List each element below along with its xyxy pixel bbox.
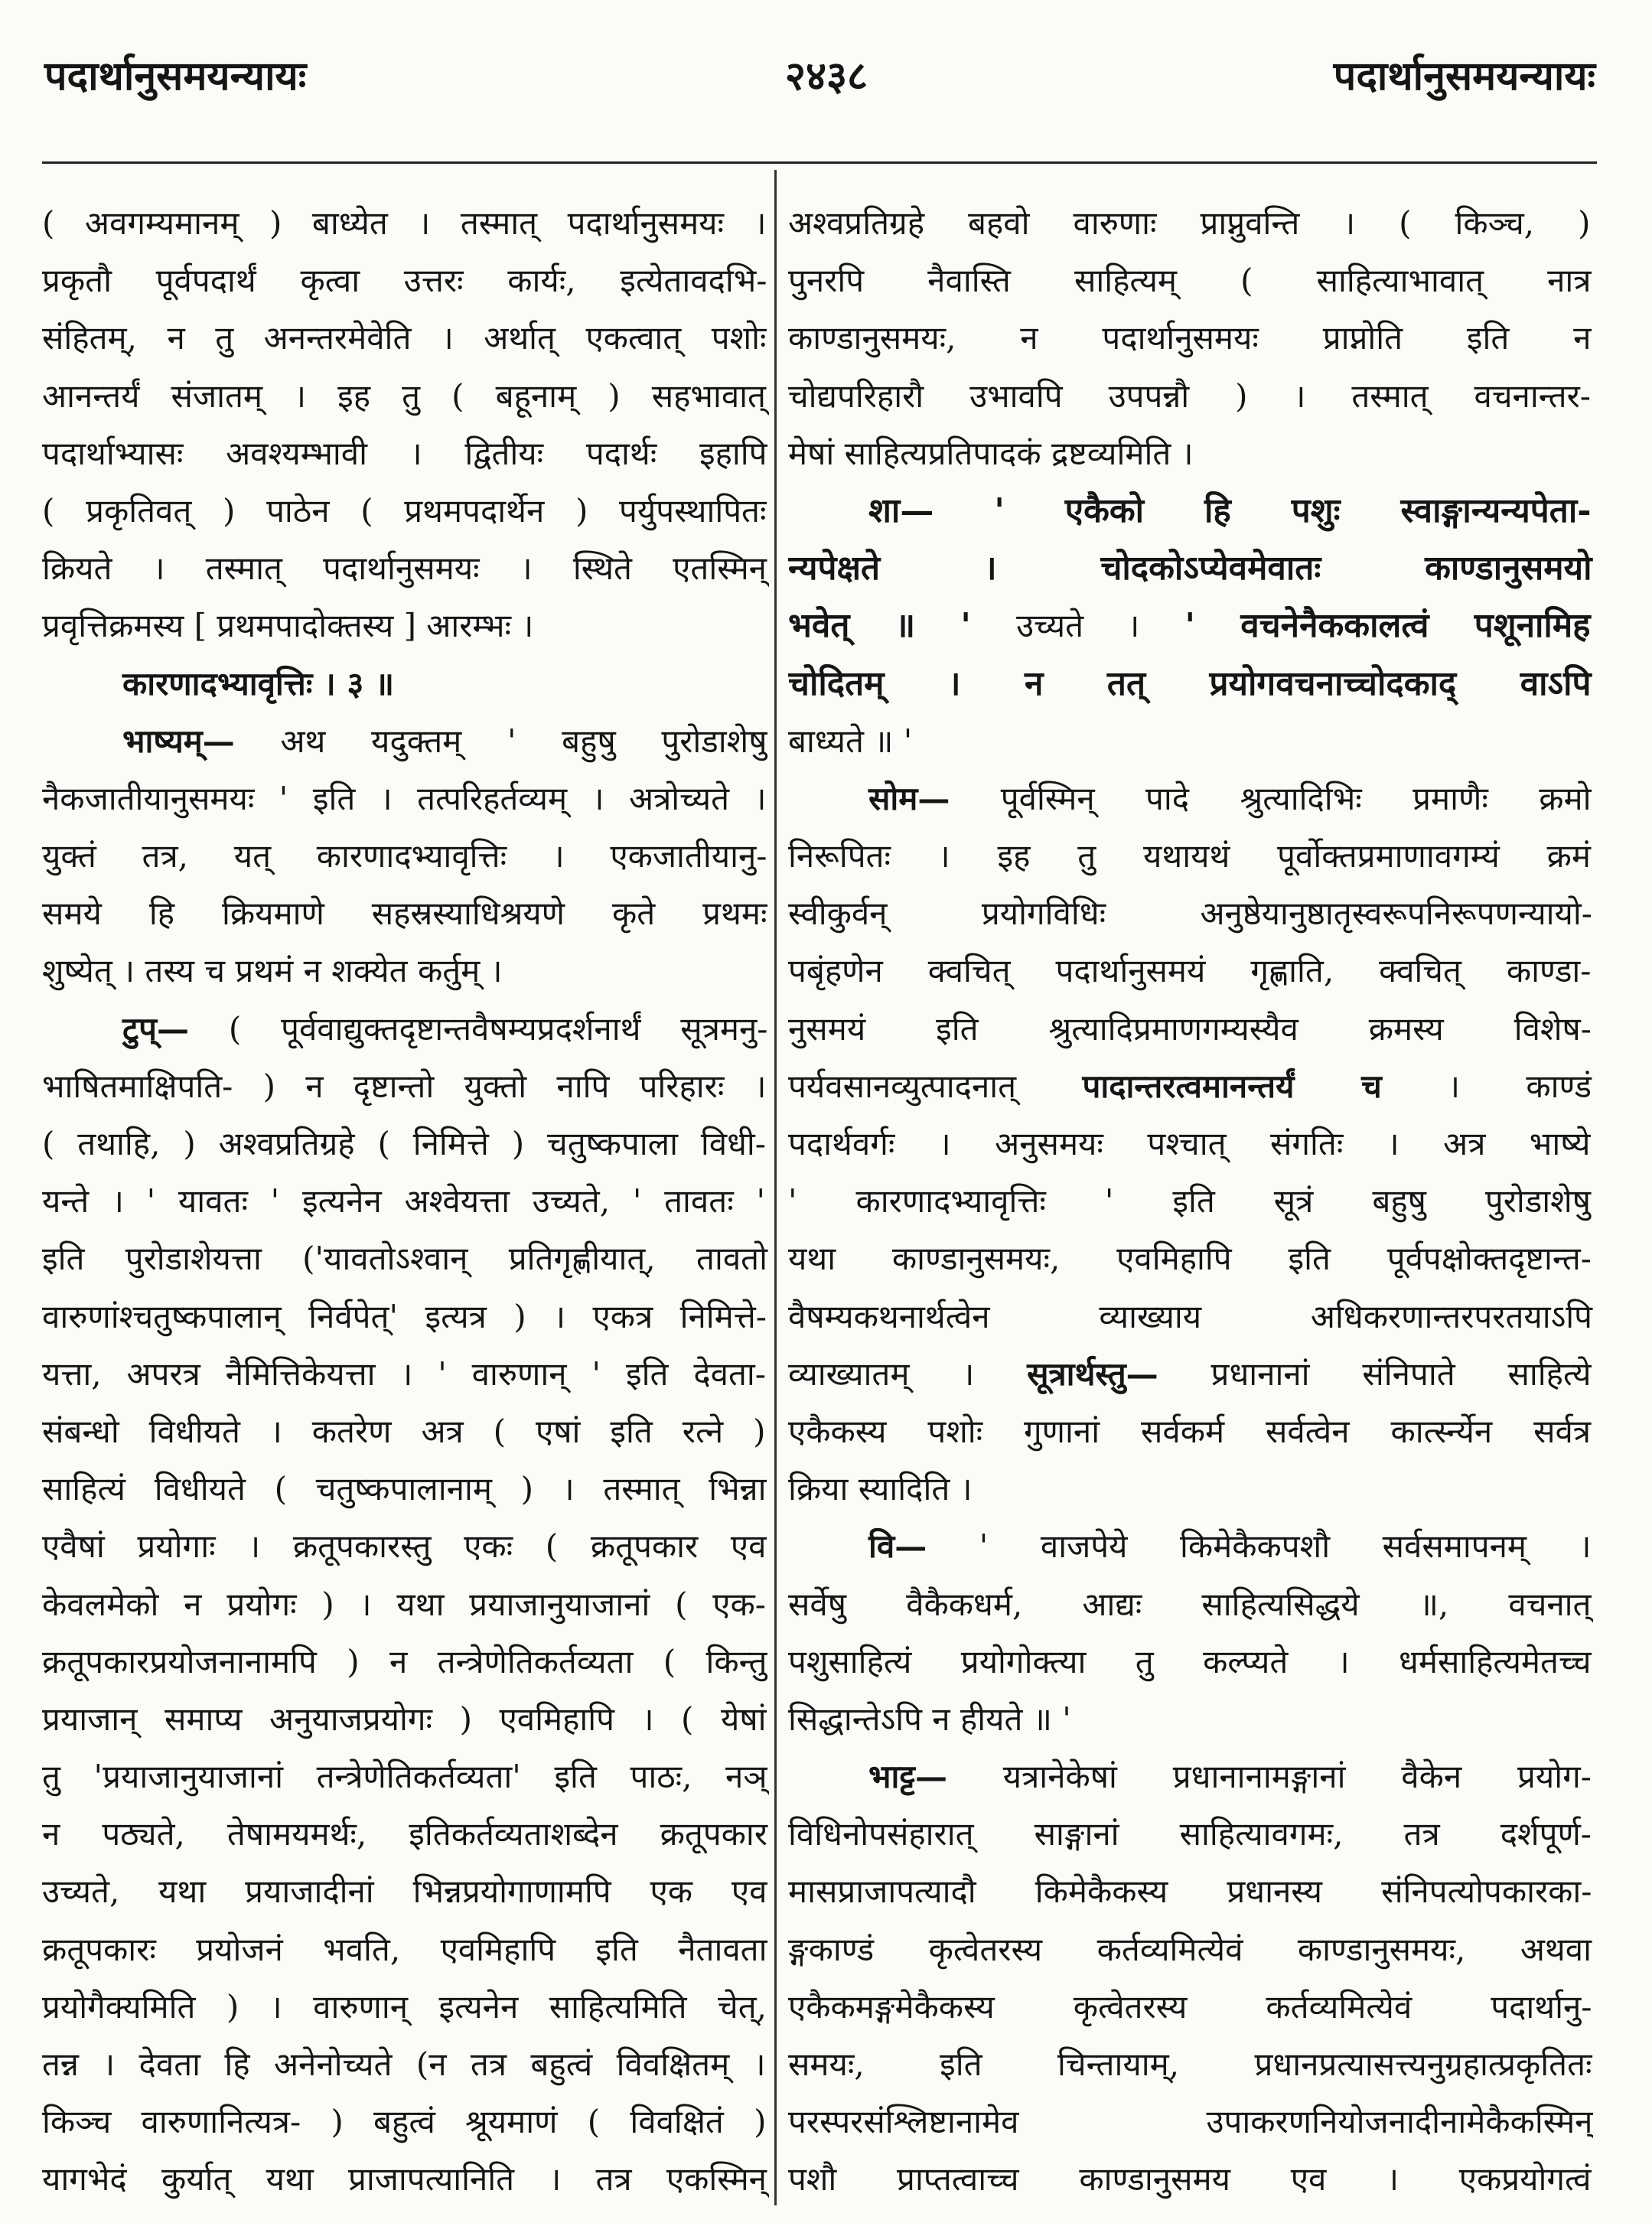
line-text: आनन्तर्यं संजातम् । इह तु ( बहूनाम् ) सहभावात् [42,376,766,415]
text-line [42,942,769,999]
emphasized-text: सूत्रार्थस्तु— [1027,1354,1158,1393]
line-text: समये हि क्रियमाणे सहस्रस्याधिश्रयणे कृते प्रथमः [42,895,767,933]
line-text: पदार्थाभ्यासः अवश्यम्भावी । द्वितीयः पदार्थः इहापि [42,434,767,472]
verse-text: न्यपेक्षते । चोदकोऽप्येवमेवातः काण्डानुसमयो [788,549,1592,588]
commentary-label: शा— [868,491,934,530]
line-text: युक्तं तत्र, यत् कारणादभ्यावृत्तिः । एकजातीयानु- [42,837,767,875]
text-line [42,539,769,597]
text-line [788,1690,1593,1748]
running-head-right: पदार्थानुसमयन्यायः [1333,53,1595,99]
text-line [788,1403,1593,1460]
line-text: यथा काण्डानुसमयः, एवमिहापि इति पूर्वपक्षोक्तदृष्टान्त- [788,1240,1592,1278]
text-line [788,597,1593,654]
text-line [788,885,1593,942]
header-rule [42,161,1597,164]
text-line [42,2150,769,2208]
commentary-label: टुप्— [122,1009,190,1048]
text-line [788,942,1593,999]
text-line [788,309,1593,367]
text-line [788,425,1593,482]
text-line [42,597,769,654]
line-text: विधिनोपसंहारात् साङ्गानां साहित्यावगमः, तत्र दर्शपूर्ण- [788,1815,1592,1853]
text-line [42,1517,769,1575]
line-text: ङ्गकाण्डं कृत्वेतरस्य कर्तव्यमित्येवं काण्डानुसमयः, अथवा [788,1930,1592,1968]
line-text: सर्वेषु वैकैकधर्म, आद्यः साहित्यसिद्धये ॥, वचनात् [788,1585,1592,1623]
text-line [42,1115,769,1172]
commentary-label: सोम— [868,779,950,817]
line-text: अश्वप्रतिग्रहे बहवो वारुणाः प्राप्नुवन्ति । ( किञ्च, ) [788,204,1591,242]
text-line [788,1921,1593,1978]
commentary-label: वि— [868,1527,927,1566]
line-text: व्याख्यातम् । [788,1354,975,1393]
text-line [42,770,769,827]
line-text: ' कारणादभ्यावृत्तिः ' इति सूत्रं बहुषु पुरोडाशेषु [788,1182,1591,1221]
text-line [788,1000,1593,1058]
line-text: उच्यते । [1016,607,1140,645]
text-line [42,1690,769,1748]
text-line [788,655,1593,712]
text-line [788,367,1593,425]
text-line [42,712,769,770]
line-text: प्रयाजान् समाप्य अनुयाजप्रयोगः ) एवमिहापि । ( येषां [42,1700,767,1738]
verse-text: ' एकैको हि पशुः स्वाङ्गान्यन्यपेता- [994,491,1592,530]
line-text: परस्परसंश्लिष्टानामेव उपाकरणनियोजनादीनामेकैकस्मिन् [788,2103,1593,2141]
line-text: वारुणांश्चतुष्कपालान् निर्वपेत्' इत्यत्र ) । एकत्र निमित्ते- [42,1297,767,1335]
line-text: संहितम्, न तु अनन्तरमेवेति । अर्थात् एकत्वात् पशोः [42,319,767,357]
text-line [42,1403,769,1460]
text-line [788,539,1593,597]
text-line [42,309,769,367]
line-text: क्रियते । तस्मात् पदार्थानुसमयः । स्थिते एतस्मिन् [42,549,767,588]
left-column [42,194,769,2208]
text-line [788,2036,1593,2093]
text-line [788,1576,1593,1633]
text-line [788,1863,1593,1920]
text-line [788,1345,1593,1403]
line-text: ' वाजपेये किमेकैकपशौ सर्वसमापनम् । [979,1527,1592,1566]
text-line [42,252,769,309]
text-line [788,827,1593,885]
text-line [788,712,1593,770]
line-text: मेषां साहित्यप्रतिपादकं द्रष्टव्यमिति । [788,434,1194,472]
text-line [788,2093,1593,2150]
line-text: समयः, इति चिन्तायाम्, प्रधानप्रत्यासत्त्यनुग्रहात्प्रकृतितः [788,2045,1592,2083]
line-text: एकैकस्य पशोः गुणानां सर्वकर्म सर्वत्वेन कार्त्स्न्येन सर्वत्र [788,1412,1591,1450]
line-text: पशुसाहित्यं प्रयोगोक्त्या तु कल्प्यते । धर्मसाहित्यमेतच्च [788,1642,1592,1680]
text-line [42,1288,769,1345]
line-text: यत्ता, अपरत्र नैमित्तिकेयत्ता । ' वारुणान् ' इति देवता- [42,1354,766,1393]
text-line [788,1115,1593,1172]
text-line [42,827,769,885]
line-text: तन्न । देवता हि अनेनोच्यते (न तत्र बहुत्वं विवक्षितम् । [42,2045,766,2083]
line-text: प्रकृतौ पूर्वपदार्थं कृत्वा उत्तरः कार्यः, इत्येतावदभि- [42,262,767,300]
text-line [42,425,769,482]
line-text: काण्डानुसमयः, न पदार्थानुसमयः प्राप्नोति इति न [788,319,1592,357]
text-line [42,2036,769,2093]
line-text: पुनरपि नैवास्ति साहित्यम् ( साहित्याभावात् नात्र [788,262,1592,300]
text-line [42,1172,769,1230]
line-text: ( अवगम्यमानम् ) बाध्येत । तस्मात् पदार्थानुसमयः । [42,204,767,242]
text-line [42,1863,769,1920]
line-text: उच्यते, यथा प्रयाजादीनां भिन्नप्रयोगाणामपि एक एव [42,1873,767,1911]
text-line [42,1576,769,1633]
verse-text: बाध्यते ॥ ' [788,722,913,760]
text-line [42,194,769,252]
text-line [42,1633,769,1690]
text-line [42,2093,769,2150]
line-text: संबन्धो विधीयते । कतरेण अत्र ( एषां इति रत्ने ) [42,1412,766,1450]
line-text: शुष्येत् । तस्य च प्रथमं न शक्येत कर्तुम् । [42,952,503,990]
line-text: क्रतूपकारः प्रयोजनं भवति, एवमिहापि इति नैतावता [42,1930,767,1968]
page-number: २४३८ [784,53,868,99]
line-text: प्रयोगैक्यमिति ) । वारुणान् इत्यनेन साहित्यमिति चेत्, [42,1987,767,2026]
line-text: क्रतूपकारप्रयोजनानामपि ) न तन्त्रेणेतिकर्तव्यता ( किन्तु [42,1642,767,1680]
text-line [788,2150,1593,2208]
text-line [42,1748,769,1805]
line-text: प्रधानानां संनिपाते साहित्ये [1210,1354,1592,1393]
line-text: तु 'प्रयाजानुयाजानां तन्त्रेणेतिकर्तव्यता' इति पाठः, नञ् [42,1758,767,1796]
line-text: यत्रानेकेषां प्रधानानामङ्गानां वैकेन प्रयोग- [1002,1758,1592,1796]
column-divider [774,170,777,2205]
running-head-left: पदार्थानुसमयन्यायः [44,53,307,99]
text-line [788,1172,1593,1230]
text-line [42,482,769,539]
line-text: एकैकमङ्गमेकैकस्य कृत्वेतरस्य कर्तव्यमित्येवं पदार्थानु- [788,1987,1592,2026]
text-line [788,1517,1593,1575]
line-text: मासप्राजापत्यादौ किमेकैकस्य प्रधानस्य संनिपत्योपकारका- [788,1873,1592,1911]
line-text: ( प्रकृतिवत् ) पाठेन ( प्रथमपदार्थेन ) पर्युपस्थापितः [42,491,767,530]
line-text: पदार्थवर्गः । अनुसमयः पश्चात् संगतिः । अत्र भाष्ये [788,1125,1591,1162]
text-line [788,1748,1593,1805]
line-text: स्वीकुर्वन् प्रयोगविधिः अनुष्ठेयानुष्ठातृस्वरूपनिरूपणन्यायो- [788,895,1592,933]
text-line [788,252,1593,309]
text-line [42,1978,769,2036]
verse-text: चोदितम् । न तत् प्रयोगवचनाच्चोदकाद् वाऽपि [788,663,1592,703]
text-line [788,1978,1593,2036]
section-heading [42,655,769,712]
text-line [788,1230,1593,1287]
text-line [788,770,1593,827]
line-text: ( पूर्ववाद्युक्तदृष्टान्तवैषम्यप्रदर्शनार्थं सूत्रमनु- [228,1009,768,1048]
text-line [42,1921,769,1978]
line-text: अथ यदुक्तम् ' बहुषु पुरोडाशेषु [280,722,767,760]
text-line [788,194,1593,252]
text-line [42,1805,769,1863]
text-line [788,1288,1593,1345]
line-text: साहित्यं विधीयते ( चतुष्कपालानाम् ) । तस्मात् भिन्ना [42,1470,767,1508]
text-line [42,367,769,425]
text-line [42,1230,769,1287]
line-text: नैकजातीयानुसमयः ' इति । तत्परिहर्तव्यम् । अत्रोच्यते । [42,779,767,817]
line-text: । काण्डं [1448,1067,1592,1105]
text-line [788,1805,1593,1863]
commentary-label: भाट्ट— [868,1758,947,1796]
line-text: नुसमयं इति श्रुत्यादिप्रमाणगम्यस्यैव क्रमस्य विशेष- [788,1009,1592,1048]
line-text: वैषम्यकथनार्थत्वेन व्याख्याय अधिकरणान्तरपरतयाऽपि [788,1297,1592,1335]
line-text: किञ्च वारुणानित्यत्र- ) बहुत्वं श्रूयमाणं ( विवक्षितं ) [42,2103,767,2141]
text-line [788,1633,1593,1690]
line-text: पूर्वस्मिन् पादे श्रुत्यादिभिः प्रमाणैः क्रमो [1000,779,1592,817]
line-text: न पठ्यते, तेषामयमर्थः, इतिकर्तव्यताशब्देन क्रतूपकार [42,1815,767,1853]
text-line [788,1058,1593,1115]
line-text: क्रिया स्यादिति । [788,1470,973,1508]
line-text: प्रवृत्तिक्रमस्य [ प्रथमपादोक्तस्य ] आरम्भः । [42,607,534,645]
line-text: चोद्यपरिहारौ उभावपि उपपन्नौ ) । तस्मात् वचनान्तर- [788,376,1591,415]
emphasized-text: पादान्तरत्वमानन्तर्यं च [1082,1067,1382,1105]
sutra-heading: कारणादभ्यावृत्तिः । ३ ॥ [122,664,395,702]
line-text: केवलमेको न प्रयोगः ) । यथा प्रयाजानुयाजानां ( एक- [42,1585,766,1623]
commentary-label: भाष्यम्— [122,722,235,760]
text-line [42,1000,769,1058]
line-text: पबृंहणेन क्वचित् पदार्थानुसमयं गृह्णाति, क्वचित् काण्डा- [788,952,1592,990]
verse-text: ' वचनेनैककालत्वं पशूनामिह [1184,606,1591,646]
text-line [42,1345,769,1403]
line-text: इति पुरोडाशेयत्ता ('यावतोऽश्वान् प्रतिगृह्णीयात्, तावतो [42,1240,767,1278]
line-text: ( तथाहि, ) अश्वप्रतिग्रहे ( निमित्ते ) चतुष्कपाला विधी- [42,1125,766,1162]
text-line [42,1460,769,1517]
line-text: एवैषां प्रयोगाः । क्रतूपकारस्तु एकः ( क्रतूपकार एव [42,1527,767,1566]
right-column [788,194,1593,2208]
line-text: भाषितमाक्षिपति- ) न दृष्टान्तो युक्तो नापि परिहारः । [42,1067,767,1105]
verse-text: भवेत् ॥ ' [788,606,971,646]
line-text: निरूपितः । इह तु यथायथं पूर्वोक्तप्रमाणावगम्यं क्रमं [788,837,1591,875]
text-line [788,482,1593,539]
line-text: सिद्धान्तेऽपि न हीयते ॥ ' [788,1700,1071,1738]
text-line [42,1058,769,1115]
line-text: पर्यवसानव्युत्पादनात् [788,1067,1017,1105]
line-text: पशौ प्राप्तत्वाच्च काण्डानुसमय एव । एकप्रयोगत्वं [788,2160,1592,2199]
text-line [42,885,769,942]
line-text: यन्ते । ' यावतः ' इत्यनेन अश्वेयत्ता उच्यते, ' तावतः ' [42,1182,765,1221]
text-line [788,1460,1593,1517]
line-text: यागभेदं कुर्यात् यथा प्राजापत्यानिति । तत्र एकस्मिन् [42,2160,767,2199]
